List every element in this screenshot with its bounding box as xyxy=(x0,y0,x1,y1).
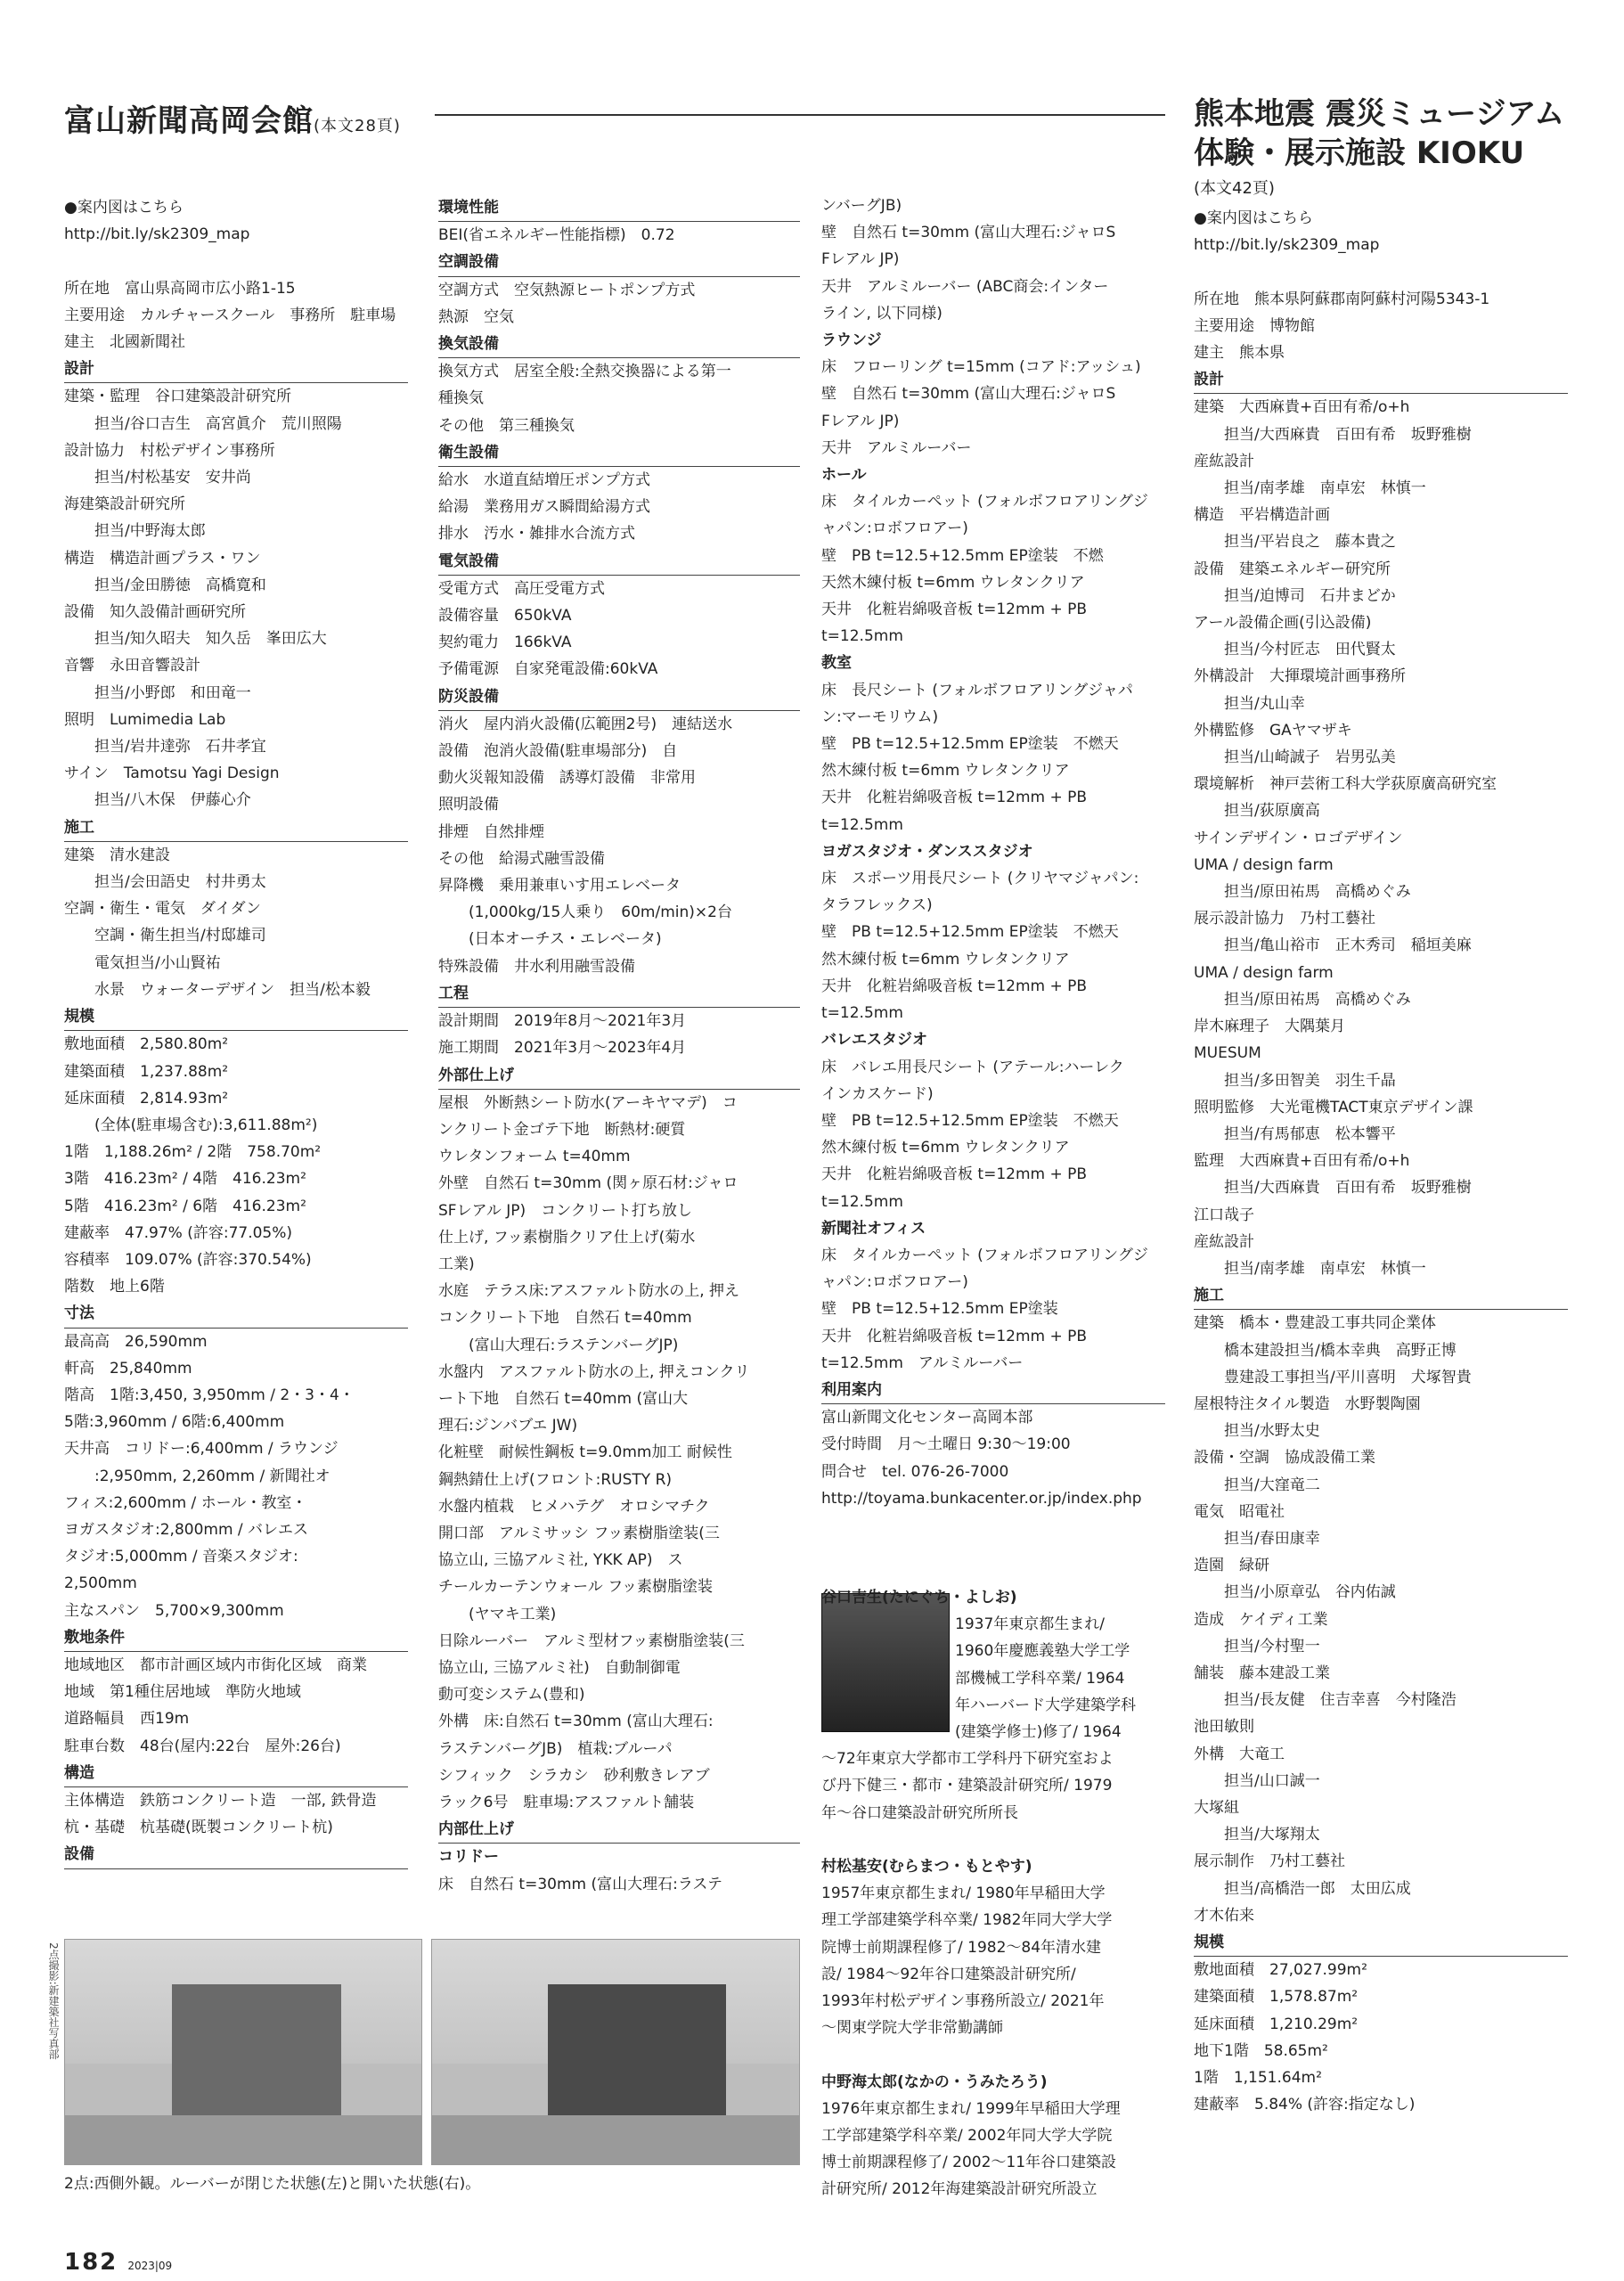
spec-line[interactable]: http://bit.ly/sk2309_map xyxy=(64,225,250,244)
spec-line xyxy=(64,248,408,274)
exterior-photo-open xyxy=(431,1939,800,2165)
spec-line: ャパン:ロボフロアー) xyxy=(821,519,968,538)
spec-line: 3階 416.23m² / 4階 416.23m² xyxy=(64,1170,306,1189)
spec-line: 海建築設計研究所 xyxy=(64,495,185,514)
spec-line: 構造 構造計画プラス・ワン xyxy=(64,549,261,568)
spec-line: 造園 緑研 xyxy=(1194,1557,1269,1575)
spec-line: 担当/知久昭夫 知久岳 峯田広大 xyxy=(94,630,327,649)
spec-line: ●案内図はこちら xyxy=(1194,209,1313,227)
spec-line: 担当/大窪竜二 xyxy=(1224,1476,1320,1494)
spec-line: (富山大理石:ラステンバーグJP) xyxy=(469,1336,679,1354)
spec-line: 建築面積 1,237.88m² xyxy=(64,1062,229,1081)
spec-line: 設備 xyxy=(64,1841,408,1868)
spec-line: 建蔽率 47.97% (許容:77.05%) xyxy=(64,1223,293,1242)
spec-line: 仕上げ, フッ素樹脂クリア仕上げ(菊水 xyxy=(438,1228,696,1247)
page-number-value: 182 xyxy=(64,2249,118,2276)
spec-line: 水盤内 アスファルト防水の上, 押えコンクリ xyxy=(438,1362,750,1381)
bio-line: 1993年村松デザイン事務所設立/ 2021年 xyxy=(821,1992,1105,2011)
spec-line: 新聞社オフィス xyxy=(821,1219,926,1238)
spec-line: 5階:3,960mm / 6階:6,400mm xyxy=(64,1413,285,1432)
bio-line: 1957年東京都生まれ/ 1980年早稲田大学 xyxy=(821,1884,1106,1903)
spec-line: 天井 化粧岩綿吸音板 t=12mm + PB xyxy=(821,789,1088,807)
spec-line: 床 スポーツ用長尺シート (クリヤマジャパン: xyxy=(821,870,1139,888)
spec-line: 担当/岩井達弥 石井孝宜 xyxy=(94,738,266,756)
spec-line: 展示設計協力 乃村工藝社 xyxy=(1194,910,1375,928)
spec-line: 敷地面積 2,580.80m² xyxy=(64,1035,229,1054)
spec-line: 理石:ジンバブエ JW) xyxy=(438,1417,578,1435)
spec-line: 照明 Lumimedia Lab xyxy=(64,710,226,729)
spec-line: 担当/南孝雄 南卓宏 林慎一 xyxy=(1224,1259,1426,1278)
photo-credit: 2点撮影:新建築社写真部 xyxy=(47,1942,60,2060)
spec-line: 施工 xyxy=(1194,1282,1568,1310)
spec-line: 才木佑来 xyxy=(1194,1906,1254,1925)
spec-line: 産紘設計 xyxy=(1194,1232,1254,1251)
bio-line: 中野海太郎(なかの・うみたろう) xyxy=(821,2073,1048,2091)
spec-line: 天井高 コリドー:6,400mm / ラウンジ xyxy=(64,1440,339,1459)
spec-line: 担当/長友健 住吉幸喜 今村隆浩 xyxy=(1224,1691,1457,1710)
spec-line: 担当/荻原廣高 xyxy=(1224,802,1320,821)
spec-line: 契約電力 166kVA xyxy=(438,634,572,652)
spec-line: 池田敏則 xyxy=(1194,1718,1254,1737)
bio-line: 計研究所/ 2012年海建築設計研究所設立 xyxy=(821,2180,1098,2199)
spec-line: 床 フローリング t=15mm (コアド:アッシュ) xyxy=(821,358,1141,377)
spec-column-2 xyxy=(438,194,800,1898)
spec-line: 江口哉子 xyxy=(1194,1206,1254,1224)
spec-line: (1,000kg/15人乗り 60m/min)×2台 xyxy=(469,903,732,922)
spec-line: その他 第三種換気 xyxy=(438,416,575,435)
spec-line: 階数 地上6階 xyxy=(64,1278,165,1296)
spec-line: ラック6号 駐車場:アスファルト舗装 xyxy=(438,1793,695,1811)
spec-column-3 xyxy=(821,192,1165,1512)
spec-line[interactable]: http://bit.ly/sk2309_map xyxy=(1194,236,1380,255)
spec-line: ●案内図はこちら xyxy=(64,199,184,217)
article-title-2 xyxy=(1194,94,1564,201)
spec-line: ウレタンフォーム t=40mm xyxy=(438,1148,631,1166)
spec-line: コリドー xyxy=(438,1848,499,1867)
spec-line: 然木練付板 t=6mm ウレタンクリア xyxy=(821,1139,1070,1157)
spec-line: 産紘設計 xyxy=(1194,452,1254,470)
spec-line: 担当/大西麻貴 百田有希 坂野雅樹 xyxy=(1224,425,1472,444)
spec-line: t=12.5mm xyxy=(821,1192,903,1211)
spec-line: ホール xyxy=(821,466,867,485)
spec-line: 敷地条件 xyxy=(64,1624,408,1652)
page-number xyxy=(64,2249,172,2276)
spec-line: 施工 xyxy=(64,814,408,842)
spec-line: 天井 化粧岩綿吸音板 t=12mm + PB xyxy=(821,1165,1088,1184)
spec-line: バレエスタジオ xyxy=(821,1031,927,1050)
spec-line: 設計 xyxy=(1194,366,1568,394)
spec-line: フィス:2,600mm / ホール・教室・ xyxy=(64,1493,307,1512)
spec-line: 担当/村松基安 安井尚 xyxy=(94,469,251,487)
spec-line: 担当/山崎誠子 岩男弘美 xyxy=(1224,748,1396,767)
spec-line: 天井 アルミルーバー (ABC商会:インター xyxy=(821,277,1109,296)
spec-line: 建主 熊本県 xyxy=(1194,344,1285,363)
bio-line xyxy=(821,2041,1165,2068)
spec-line: ンバーグJB) xyxy=(821,197,902,215)
spec-line: 大塚組 xyxy=(1194,1798,1239,1817)
spec-line: 空調方式 空気熱源ヒートポンプ方式 xyxy=(438,281,696,299)
spec-line: 壁 PB t=12.5+12.5mm EP塗装 不燃天 xyxy=(821,923,1119,942)
spec-line: 建築 大西麻貴+百田有希/o+h xyxy=(1194,398,1410,417)
spec-line: 構造 xyxy=(64,1760,408,1787)
spec-line: t=12.5mm xyxy=(821,1004,903,1023)
spec-line: 寸法 xyxy=(64,1300,408,1328)
spec-line: 設計 xyxy=(64,356,408,383)
spec-line: 壁 PB t=12.5+12.5mm EP塗装 不燃 xyxy=(821,546,1104,565)
spec-line: 担当/迫博司 石井まどか xyxy=(1224,586,1396,605)
article-title-2-line2: 体験・展示施設 KIOKU xyxy=(1194,135,1525,171)
spec-line: 建築 橋本・豊建設工事共同企業体 xyxy=(1194,1314,1436,1333)
spec-line: MUESUM xyxy=(1194,1044,1261,1063)
spec-line: タジオ:5,000mm / 音楽スタジオ: xyxy=(64,1548,298,1566)
spec-line: 担当/金田勝徳 高橋寛和 xyxy=(94,576,266,594)
spec-line: 給湯 業務用ガス瞬間給湯方式 xyxy=(438,498,650,517)
spec-line: 担当/山口誠一 xyxy=(1224,1771,1320,1790)
spec-line: 主要用途 博物館 xyxy=(1194,316,1315,335)
spec-line: ヨガスタジオ:2,800mm / バレエス xyxy=(64,1520,309,1539)
spec-line: t=12.5mm アルミルーバー xyxy=(821,1353,1024,1372)
bio-line: 部機械工学科卒業/ 1964 xyxy=(955,1669,1125,1688)
spec-line: 電気設備 xyxy=(438,548,800,576)
spec-line: 1階 1,188.26m² / 2階 758.70m² xyxy=(64,1143,322,1162)
spec-line: 床 長尺シート (フォルボフロアリングジャパ xyxy=(821,681,1133,699)
spec-line: 水盤内植栽 ヒメハテグ オロシマチク xyxy=(438,1497,710,1516)
spec-column-1 xyxy=(64,194,408,1869)
page-reference: (本文28頁) xyxy=(314,117,401,135)
spec-line: UMA / design farm xyxy=(1194,855,1334,874)
bio-line: 1960年慶應義塾大学工学 xyxy=(955,1642,1130,1661)
spec-line: 電気担当/小山賢祐 xyxy=(94,953,221,972)
article-title-2-line1: 熊本地震 震災ミュージアム xyxy=(1194,96,1565,132)
spec-line: ライン, 以下同様) xyxy=(821,304,943,323)
spec-line: 消火 屋内消火設備(広範囲2号) 連結送水 xyxy=(438,715,733,733)
spec-line: 地下1階 58.65m² xyxy=(1194,2041,1328,2060)
spec-line: 照明監修 大光電機TACT東京デザイン課 xyxy=(1194,1098,1473,1116)
spec-line: 予備電源 自家発電設備:60kVA xyxy=(438,660,658,679)
spec-line: タラフレックス) xyxy=(821,896,933,915)
spec-line: 担当/南孝雄 南卓宏 林慎一 xyxy=(1224,479,1426,498)
spec-line: 舗装 藤本建設工業 xyxy=(1194,1664,1330,1682)
spec-line: 担当/原田祐馬 高橋めぐみ xyxy=(1224,990,1411,1009)
spec-line: 最高高 26,590mm xyxy=(64,1332,208,1351)
exterior-photo-closed xyxy=(64,1939,422,2165)
spec-line: 外構 大竜工 xyxy=(1194,1745,1285,1763)
spec-line: 容積率 109.07% (許容:370.54%) xyxy=(64,1250,312,1269)
bio-line: 年ハーバード大学建築学科 xyxy=(955,1696,1137,1714)
spec-line: 環境性能 xyxy=(438,194,800,222)
spec-line: 熱源 空気 xyxy=(438,307,514,326)
spec-line: 問合せ tel. 076-26-7000 xyxy=(821,1462,1009,1481)
spec-line: 構造 平岩構造計画 xyxy=(1194,506,1330,525)
spec-line: 敷地面積 27,027.99m² xyxy=(1194,1961,1367,1980)
bio-line: 院博士前期課程修了/ 1982〜84年清水建 xyxy=(821,1938,1102,1957)
spec-line: 施工期間 2021年3月〜2023年4月 xyxy=(438,1039,687,1058)
spec-line: (日本オーチス・エレベータ) xyxy=(469,930,662,949)
spec-line: 外部仕上げ xyxy=(438,1062,800,1090)
page-reference-2: (本文42頁) xyxy=(1194,179,1275,198)
spec-line: 担当/小野郎 和田竜一 xyxy=(94,683,251,702)
spec-line: 2,500mm xyxy=(64,1574,137,1593)
bio-line: 工学部建築学科卒業/ 2002年同大学大学院 xyxy=(821,2127,1113,2146)
spec-line: 外壁 自然石 t=30mm (関ヶ原石材:ジャロ xyxy=(438,1174,739,1193)
spec-line: 階高 1階:3,450, 3,950mm / 2・3・4・ xyxy=(64,1386,355,1404)
spec-line: (ヤマキ工業) xyxy=(469,1605,557,1623)
spec-line: 空調・衛生・電気 ダイダン xyxy=(64,900,261,919)
bio-line: (建築学修士)修了/ 1964 xyxy=(955,1723,1122,1742)
spec-line: インカスケード) xyxy=(821,1084,934,1103)
spec-line: 延床面積 1,210.29m² xyxy=(1194,2015,1359,2033)
spec-line: ン:マーモリウム) xyxy=(821,707,939,726)
spec-line[interactable]: http://toyama.bunkacenter.or.jp/index.php xyxy=(821,1489,1142,1508)
spec-line: 音響 永田音響設計 xyxy=(64,657,200,675)
spec-line: 延床面積 2,814.93m² xyxy=(64,1089,229,1108)
spec-line: 壁 自然石 t=30mm (富山大理石:ジャロS xyxy=(821,385,1116,404)
spec-line: 主要用途 カルチャースクール 事務所 駐車場 xyxy=(64,306,396,324)
spec-line: 利用案内 xyxy=(821,1377,1165,1404)
spec-line: 壁 自然石 t=30mm (富山大理石:ジャロS xyxy=(821,224,1116,242)
spec-line: ート下地 自然石 t=40mm (富山大 xyxy=(438,1389,689,1408)
spec-line: 排煙 自然排煙 xyxy=(438,822,544,841)
spec-line: 外構設計 大揮環境計画事務所 xyxy=(1194,667,1406,686)
spec-line: 天井 化粧岩綿吸音板 t=12mm + PB xyxy=(821,977,1088,995)
spec-line: 橋本建設担当/橋本幸典 高野正博 xyxy=(1224,1341,1457,1360)
spec-line: 衛生設備 xyxy=(438,439,800,467)
spec-line: ンクリート金ゴテ下地 断熱材:硬質 xyxy=(438,1120,686,1139)
spec-line: 担当/小原章弘 谷内佑誠 xyxy=(1224,1583,1396,1602)
spec-line: サインデザイン・ロゴデザイン xyxy=(1194,829,1403,847)
spec-line: Fレアル JP) xyxy=(821,250,900,269)
spec-line: 外構監修 GAヤマザキ xyxy=(1194,721,1352,740)
spec-line: ラステンバーグJB) 植栽:ブルーパ xyxy=(438,1739,673,1758)
spec-line: コンクリート下地 自然石 t=40mm xyxy=(438,1309,692,1328)
spec-line: 壁 PB t=12.5+12.5mm EP塗装 不燃天 xyxy=(821,1111,1119,1130)
spec-line: 協立山, 三協アルミ社) 自動制御電 xyxy=(438,1658,681,1677)
spec-line: 担当/今村匠志 田代賢太 xyxy=(1224,641,1396,659)
spec-line: 動火災報知設備 誘導灯設備 非常用 xyxy=(438,769,696,788)
spec-line: ラウンジ xyxy=(821,331,882,350)
photo-caption: 2点:西側外観。ルーバーが閉じた状態(左)と開いた状態(右)。 xyxy=(64,2175,481,2193)
spec-line: 環境解析 神戸芸術工科大学荻原廣高研究室 xyxy=(1194,775,1497,794)
spec-line: 設備 泡消火設備(駐車場部分) 自 xyxy=(438,742,678,761)
spec-line: 主なスパン 5,700×9,300mm xyxy=(64,1601,284,1620)
spec-line: (全体(駐車場含む):3,611.88m²) xyxy=(94,1116,318,1134)
spec-line: 天井 アルミルーバー xyxy=(821,438,972,457)
spec-line: 地域 第1種住居地域 準防火地域 xyxy=(64,1683,301,1702)
spec-line: 屋根 外断熱シート防水(アーキヤマデ) コ xyxy=(438,1093,738,1112)
spec-line: BEI(省エネルギー性能指標) 0.72 xyxy=(438,226,675,245)
spec-line: アール設備企画(引込設備) xyxy=(1194,614,1372,633)
bio-line: 設/ 1984〜92年谷口建築設計研究所/ xyxy=(821,1965,1076,1983)
spec-line: サイン Tamotsu Yagi Design xyxy=(64,764,280,783)
bio-line: 博士前期課程修了/ 2002〜11年谷口建築設 xyxy=(821,2154,1117,2172)
spec-line: 担当/中野海太郎 xyxy=(94,522,206,541)
spec-line: 担当/谷口吉生 高宮眞介 荒川照陽 xyxy=(94,414,342,433)
spec-line: 受電方式 高圧受電方式 xyxy=(438,579,605,598)
spec-line: シフィック シラカシ 砂利敷きレアブ xyxy=(438,1766,710,1785)
spec-line: 建築 清水建設 xyxy=(64,846,170,864)
spec-line: 防災設備 xyxy=(438,683,800,711)
spec-line: 床 タイルカーペット (フォルボフロアリングジ xyxy=(821,493,1148,511)
spec-line: 換気設備 xyxy=(438,331,800,358)
spec-line: 軒高 25,840mm xyxy=(64,1359,192,1378)
spec-line: 動可変システム(豊和) xyxy=(438,1686,585,1705)
spec-line: 担当/多田智美 羽生千晶 xyxy=(1224,1071,1396,1090)
spec-line: 昇降機 乗用兼車いす用エレベータ xyxy=(438,877,681,895)
spec-line: 担当/春田康幸 xyxy=(1224,1529,1320,1548)
spec-line: 設計協力 村松デザイン事務所 xyxy=(64,441,275,460)
spec-line: その他 給湯式融雪設備 xyxy=(438,849,605,868)
bio-line: 村松基安(むらまつ・もとやす) xyxy=(821,1858,1032,1876)
spec-line: 化粧壁 耐候性鋼板 t=9.0mm加工 耐候性 xyxy=(438,1443,732,1462)
spec-line: SFレアル JP) コンクリート打ち放し xyxy=(438,1201,692,1220)
spec-line: :2,950mm, 2,260mm / 新聞社オ xyxy=(94,1467,331,1485)
spec-line: 展示制作 乃村工藝社 xyxy=(1194,1852,1345,1871)
spec-line: 空調・衛生担当/村邸雄司 xyxy=(94,927,266,945)
spec-line: 設備容量 650kVA xyxy=(438,607,572,625)
architect-bios xyxy=(821,1584,1165,2203)
spec-line: 日除ルーバー アルミ型材フッ素樹脂塗装(三 xyxy=(438,1631,745,1650)
spec-line: 床 自然石 t=30mm (富山大理石:ラステ xyxy=(438,1875,722,1893)
spec-line: 規模 xyxy=(1194,1929,1568,1957)
spec-line: 担当/大塚翔太 xyxy=(1224,1826,1320,1844)
spec-line: 主体構造 鉄筋コンクリート造 一部, 鉄骨造 xyxy=(64,1791,377,1810)
spec-line: 壁 PB t=12.5+12.5mm EP塗装 xyxy=(821,1300,1058,1319)
spec-line: 地域地区 都市計画区域内市街化区域 商業 xyxy=(64,1656,367,1674)
spec-line: 受付時間 月〜土曜日 9:30〜19:00 xyxy=(821,1435,1071,1454)
spec-line: 道路幅員 西19m xyxy=(64,1710,190,1729)
spec-line: 担当/有馬郁恵 松本響平 xyxy=(1224,1124,1396,1143)
spec-line: 規模 xyxy=(64,1003,408,1031)
spec-line: 担当/会田語史 村井勇太 xyxy=(94,873,266,892)
spec-line: 建築面積 1,578.87m² xyxy=(1194,1988,1359,2007)
spec-line: 担当/今村聖一 xyxy=(1224,1637,1320,1656)
spec-line: 工程 xyxy=(438,980,800,1008)
spec-line: 担当/亀山裕市 正木秀司 稲垣美麻 xyxy=(1224,936,1472,955)
spec-line: 担当/高橋浩一郎 太田広成 xyxy=(1224,1879,1411,1898)
spec-line: 屋根特注タイル製造 水野製陶園 xyxy=(1194,1394,1421,1413)
article-title xyxy=(64,96,401,140)
bio-line: 〜関東学院大学非常勤講師 xyxy=(821,2019,1003,2038)
spec-line: 教室 xyxy=(821,654,852,673)
spec-line: 内部仕上げ xyxy=(438,1816,800,1844)
spec-line: 工業) xyxy=(438,1255,475,1273)
bio-line: 年〜谷口建築設計研究所所長 xyxy=(821,1803,1018,1822)
spec-line: 電気 昭電社 xyxy=(1194,1502,1285,1521)
spec-line: 設計期間 2019年8月〜2021年3月 xyxy=(438,1012,687,1031)
spec-line: 特殊設備 井水利用融雪設備 xyxy=(438,957,635,976)
spec-column-4 xyxy=(1194,205,1568,2118)
spec-line: 天井 化粧岩綿吸音板 t=12mm + PB xyxy=(821,1327,1088,1345)
spec-line: 監理 大西麻貴+百田有希/o+h xyxy=(1194,1152,1410,1171)
spec-line: 建蔽率 5.84% (許容:指定なし) xyxy=(1194,2096,1416,2114)
spec-line: 富山新聞文化センター高岡本部 xyxy=(821,1409,1033,1427)
spec-line: 床 タイルカーペット (フォルボフロアリングジ xyxy=(821,1246,1148,1264)
bio-line: 1937年東京都生まれ/ xyxy=(955,1615,1105,1634)
spec-line: 天然木練付板 t=6mm ウレタンクリア xyxy=(821,573,1085,592)
spec-line: ヨガスタジオ・ダンススタジオ xyxy=(821,842,1033,861)
spec-line: 外構 床:自然石 t=30mm (富山大理石: xyxy=(438,1713,714,1731)
spec-line: 協立山, 三協アルミ社, YKK AP) ス xyxy=(438,1551,683,1570)
spec-line: 杭・基礎 杭基礎(既製コンクリート杭) xyxy=(64,1819,333,1837)
spec-line: 換気方式 居室全般:全熱交換器による第一 xyxy=(438,363,731,381)
spec-line: 造成 ケイディ工業 xyxy=(1194,1610,1328,1629)
spec-line: 然木練付板 t=6mm ウレタンクリア xyxy=(821,762,1070,781)
spec-line: 然木練付板 t=6mm ウレタンクリア xyxy=(821,950,1070,969)
issue-label: 2023|09 xyxy=(127,2260,173,2272)
spec-line: 設備 建築エネルギー研究所 xyxy=(1194,560,1391,578)
spec-line: 設備 知久設備計画研究所 xyxy=(64,603,246,622)
spec-line: チールカーテンウォール フッ素樹脂塗装 xyxy=(438,1578,714,1597)
spec-line: 豊建設工事担当/平川喜明 犬塚智貴 xyxy=(1224,1368,1472,1386)
bio-line xyxy=(821,1827,1165,1853)
title-rule xyxy=(435,114,1165,116)
bio-line: び丹下健三・都市・建築設計研究所/ 1979 xyxy=(821,1777,1113,1795)
spec-line: 担当/丸山幸 xyxy=(1224,694,1305,713)
article-title-text: 富山新聞高岡会館 xyxy=(64,103,314,139)
spec-line: 鋼熱錆仕上げ(フロント:RUSTY R) xyxy=(438,1470,673,1489)
spec-line: 種換気 xyxy=(438,389,484,408)
spec-line: 設備・空調 協成設備工業 xyxy=(1194,1449,1375,1468)
spec-line: 水景 ウォーターデザイン 担当/松本毅 xyxy=(94,980,371,999)
spec-line: UMA / design farm xyxy=(1194,963,1334,982)
bio-line: 理工学部建築学科卒業/ 1982年同大学大学 xyxy=(821,1911,1113,1930)
spec-line: 排水 汚水・雑排水合流方式 xyxy=(438,525,635,544)
spec-line: Fレアル JP) xyxy=(821,412,900,430)
spec-line: 所在地 富山県高岡市広小路1-15 xyxy=(64,279,296,298)
bio-line: 谷口吉生(たにぐち・よしお) xyxy=(821,1589,1017,1607)
bio-line: 1976年東京都生まれ/ 1999年早稲田大学理 xyxy=(821,2099,1121,2118)
spec-line: 水庭 テラス床:アスファルト防水の上, 押え xyxy=(438,1282,740,1301)
spec-line: 天井 化粧岩綿吸音板 t=12mm + PB xyxy=(821,601,1088,619)
spec-line: 岸木麻理子 大隅葉月 xyxy=(1194,1018,1345,1036)
spec-line xyxy=(1194,258,1568,285)
spec-line: t=12.5mm xyxy=(821,627,903,646)
spec-line: 給水 水道直結増圧ポンプ方式 xyxy=(438,471,650,490)
spec-line: 建築・監理 谷口建築設計研究所 xyxy=(64,388,291,406)
spec-line: 担当/水野太史 xyxy=(1224,1422,1320,1441)
spec-line: 開口部 アルミサッシ フッ素樹脂塗装(三 xyxy=(438,1524,720,1542)
bio-line: 〜72年東京大学都市工学科丹下研究室およ xyxy=(821,1750,1114,1769)
spec-line: 担当/八木保 伊藤心介 xyxy=(94,791,251,810)
spec-line: 担当/大西麻貴 百田有希 坂野雅樹 xyxy=(1224,1179,1472,1198)
spec-line: 駐車台数 48台(屋内:22台 屋外:26台) xyxy=(64,1737,341,1755)
spec-line: 1階 1,151.64m² xyxy=(1194,2069,1322,2088)
spec-line: 壁 PB t=12.5+12.5mm EP塗装 不燃天 xyxy=(821,735,1119,754)
spec-line: 5階 416.23m² / 6階 416.23m² xyxy=(64,1197,306,1215)
spec-line: ャパン:ロボフロアー) xyxy=(821,1273,968,1292)
spec-line: 床 バレエ用長尺シート (アテール:ハーレク xyxy=(821,1058,1124,1076)
spec-line: 建主 北國新聞社 xyxy=(64,333,185,352)
spec-line: 空調設備 xyxy=(438,249,800,276)
spec-line: 担当/平岩良之 藤本貴之 xyxy=(1224,533,1396,552)
spec-line: t=12.5mm xyxy=(821,815,903,834)
spec-line: 担当/原田祐馬 高橋めぐみ xyxy=(1224,883,1411,902)
spec-line: 所在地 熊本県阿蘇郡南阿蘇村河陽5343-1 xyxy=(1194,290,1490,308)
spec-line: 照明設備 xyxy=(438,796,499,814)
